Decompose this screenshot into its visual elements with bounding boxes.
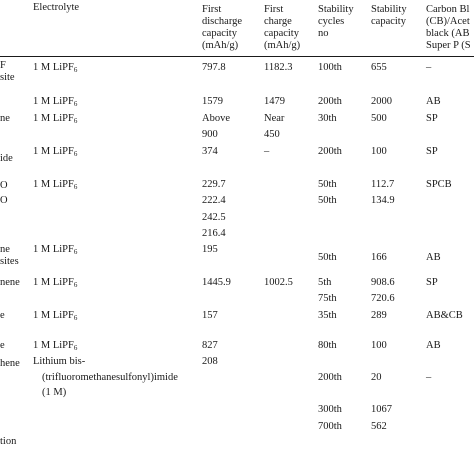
row-1-cycles: 100th	[318, 62, 342, 73]
row-14-cycles: 80th	[318, 340, 337, 351]
row-13-left: e	[0, 310, 5, 321]
row-1-discharge: 797.8	[202, 62, 226, 73]
row-1-carbon: –	[426, 62, 432, 73]
header-carbon: Carbon Bl (CB)/Acet black (AB Super P (S	[426, 4, 471, 51]
row-1-electrolyte: 1 M LiPF$_6$	[33, 62, 78, 74]
row-13-discharge: 157	[202, 310, 218, 321]
row-11-cycles: 5th	[318, 277, 332, 288]
row-15-electrolyte-b: (trifluoromethanesulfonyl)imide	[42, 372, 178, 383]
header-stability-cycles: Stability cycles no	[318, 4, 354, 39]
row-13-cycles: 35th	[318, 310, 337, 321]
row-11-carbon: SP	[426, 277, 438, 288]
row-3-discharge: Above	[202, 113, 230, 124]
row-15-discharge: 208	[202, 356, 218, 367]
row-14-discharge: 827	[202, 340, 218, 351]
row-15-carbon: –	[426, 372, 432, 383]
row-3-capacity: 500	[371, 113, 387, 124]
row-14-capacity: 100	[371, 340, 387, 351]
row-3-carbon: SP	[426, 113, 438, 124]
row-5-cycles: 200th	[318, 146, 342, 157]
row-5-carbon: SP	[426, 146, 438, 157]
row-2-capacity: 2000	[371, 96, 392, 107]
row-6-capacity: 112.7	[371, 179, 395, 190]
row-17-cycles: 700th	[318, 421, 342, 432]
row-9-discharge: 216.4	[202, 228, 226, 239]
row-14-left: e	[0, 340, 5, 351]
row-11-discharge: 1445.9	[202, 277, 231, 288]
row-15-electrolyte-c: (1 M)	[42, 387, 67, 398]
row-2-electrolyte: 1 M LiPF$_6$	[33, 96, 78, 108]
row-2-discharge: 1579	[202, 96, 223, 107]
row-3-charge: Near	[264, 113, 285, 124]
row-4-discharge: 900	[202, 129, 218, 140]
row-10-electrolyte: 1 M LiPF$_6$	[33, 244, 78, 256]
row-17-capacity: 562	[371, 421, 387, 432]
row-1-charge: 1182.3	[264, 62, 293, 73]
row-3-left: ne	[0, 113, 10, 124]
row-8-left: O	[0, 195, 8, 206]
row-11-charge: 1002.5	[264, 277, 293, 288]
row-11-capacity: 908.6	[371, 277, 395, 288]
row-10-cycles: 50th	[318, 252, 337, 263]
row-3-cycles: 30th	[318, 113, 337, 124]
row-3-electrolyte: 1 M LiPF$_6$	[33, 113, 78, 125]
row-1-left-b: site	[0, 72, 15, 83]
row-6-electrolyte: 1 M LiPF$_6$	[33, 179, 78, 191]
row-7-capacity: 134.9	[371, 195, 395, 206]
row-6-cycles: 50th	[318, 179, 337, 190]
row-6-carbon: SPCB	[426, 179, 452, 190]
row-7-cycles: 50th	[318, 195, 337, 206]
row-1-left-a: F	[0, 60, 6, 71]
row-14-carbon: AB	[426, 340, 441, 351]
row-2-charge: 1479	[264, 96, 285, 107]
row-10-discharge: 195	[202, 244, 218, 255]
header-first-charge: First charge capacity (mAh/g)	[264, 4, 301, 51]
row-7-discharge: 222.4	[202, 195, 226, 206]
header-electrolyte: Electrolyte	[33, 2, 80, 13]
row-10-carbon: AB	[426, 252, 441, 263]
row-14-electrolyte: 1 M LiPF$_6$	[33, 340, 78, 352]
row-11-electrolyte: 1 M LiPF$_6$	[33, 277, 78, 289]
row-5-discharge: 374	[202, 146, 218, 157]
row-17-left: tion	[0, 436, 17, 447]
row-2-carbon: AB	[426, 96, 441, 107]
row-2-cycles: 200th	[318, 96, 342, 107]
row-13-electrolyte: 1 M LiPF$_6$	[33, 310, 78, 322]
row-13-carbon: AB&CB	[426, 310, 463, 321]
row-15-left: hene	[0, 358, 20, 369]
row-5-capacity: 100	[371, 146, 387, 157]
row-8-discharge: 242.5	[202, 212, 226, 223]
row-5-left: ide	[0, 153, 13, 164]
row-15-electrolyte-a: Lithium bis-	[33, 356, 86, 367]
row-16-capacity: 1067	[371, 404, 392, 415]
row-12-capacity: 720.6	[371, 293, 395, 304]
row-13-capacity: 289	[371, 310, 387, 321]
row-4-charge: 450	[264, 129, 280, 140]
row-11-left: nene	[0, 277, 20, 288]
header-rule	[0, 56, 474, 57]
row-5-electrolyte: 1 M LiPF$_6$	[33, 146, 78, 158]
row-6-discharge: 229.7	[202, 179, 226, 190]
header-first-discharge: First discharge capacity (mAh/g)	[202, 4, 243, 51]
row-10-left-b: sites	[0, 256, 19, 267]
header-stability-capacity: Stability capacity	[371, 4, 407, 27]
row-1-capacity: 655	[371, 62, 387, 73]
row-12-cycles: 75th	[318, 293, 337, 304]
row-15-capacity: 20	[371, 372, 382, 383]
row-10-left-a: ne	[0, 244, 10, 255]
row-7-left: O	[0, 180, 8, 191]
row-5-charge: –	[264, 146, 270, 157]
row-16-cycles: 300th	[318, 404, 342, 415]
row-10-capacity: 166	[371, 252, 387, 263]
row-15-cycles: 200th	[318, 372, 342, 383]
